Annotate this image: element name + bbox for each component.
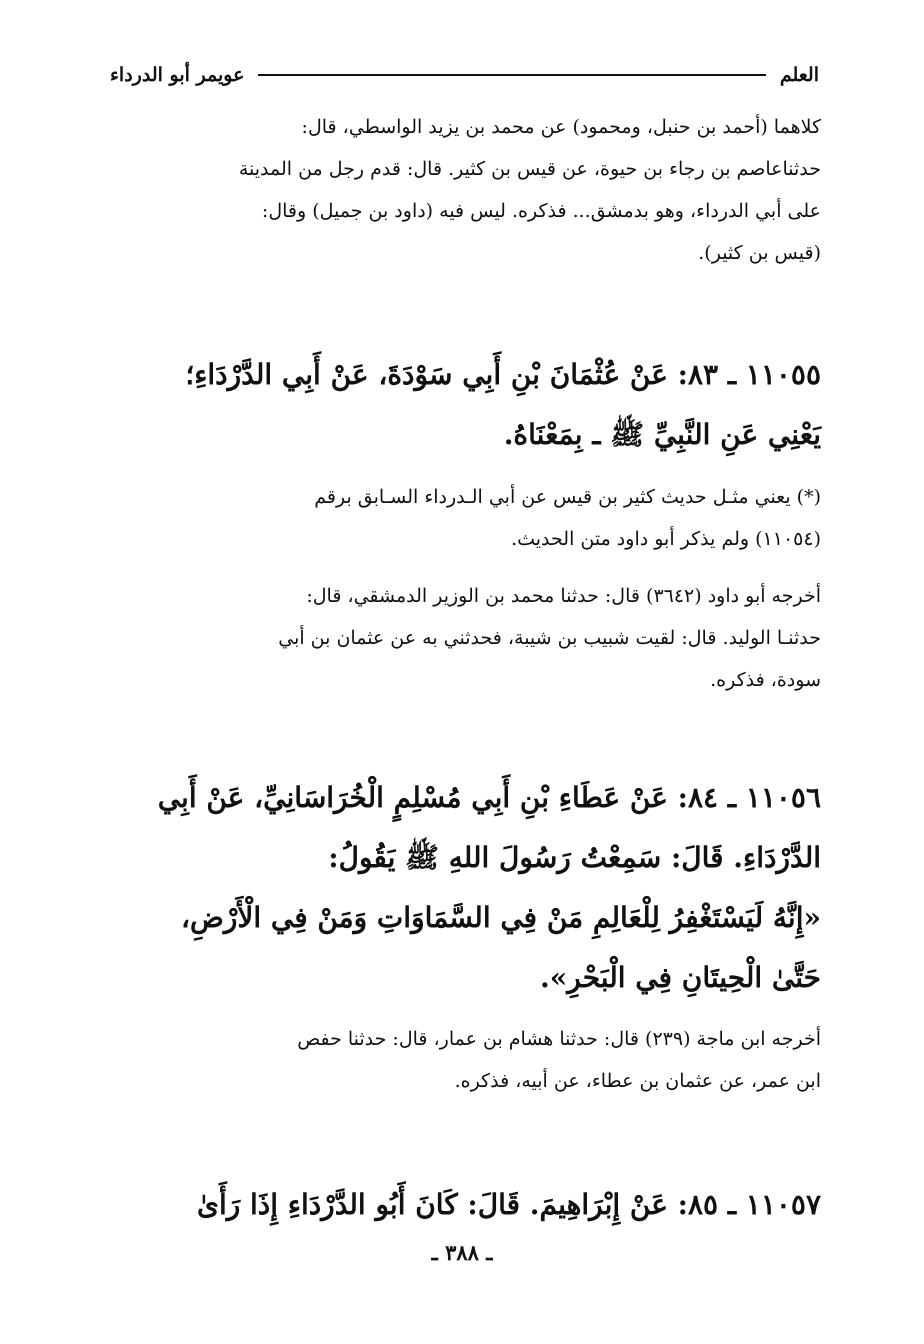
footnote-paragraph [110, 476, 821, 560]
citation-paragraph [110, 1018, 821, 1102]
text-line: أخرجه ابن ماجة (٢٣٩) قال: حدثنا هشام بن عمار، قال: حدثنا حفص [297, 1028, 821, 1050]
hadith-line: حَتَّىٰ الْحِيتَانِ فِي الْبَحْرِ». [540, 961, 821, 994]
citation-paragraph [110, 106, 821, 274]
text-line: ابن عمر، عن عثمان بن عطاء، عن أبيه، فذكره. [454, 1070, 821, 1092]
text-line: على أبي الدرداء، وهو بدمشق... فذكره. ليس فيه (داود بن جميل) وقال: [261, 200, 821, 222]
hadith-line: الدَّرْدَاءِ. قَالَ: سَمِعْتُ رَسُولَ اللهِ ﷺ يَقُولُ: [328, 841, 821, 874]
page-number: ـ ٣٨٨ ـ [431, 1240, 493, 1265]
citation-paragraph [110, 575, 821, 701]
hadith-paragraph [110, 768, 821, 1008]
text-line: (قيس بن كثير). [698, 242, 821, 264]
text-line: سودة، فذكره. [710, 669, 821, 691]
hadith-line: «إِنَّهُ لَيَسْتَغْفِرُ لِلْعَالِمِ مَنْ فِي السَّمَاوَاتِ وَمَنْ فِي الْأَرْضِ، [180, 901, 821, 934]
hadith-line: ١١٠٥٥ ـ ٨٣: عَنْ عُثْمَانَ بْنِ أَبِي سَوْدَةَ، عَنْ أَبِي الدَّرْدَاءِ؛ [185, 358, 821, 391]
text-line: حدثناعاصم بن رجاء بن حيوة، عن قيس بن كثير. قال: قدم رجل من المدينة [238, 158, 821, 180]
hadith-paragraph [110, 345, 821, 465]
text-line: أخرجه أبو داود (٣٦٤٢) قال: حدثنا محمد بن الوزير الدمشقي، قال: [306, 585, 821, 607]
hadith-line: يَعْنِي عَنِ النَّبِيِّ ﷺ ـ بِمَعْنَاهُ. [503, 418, 821, 451]
hadith-paragraph [110, 1175, 821, 1235]
hadith-line: ١١٠٥٦ ـ ٨٤: عَنْ عَطَاءِ بْنِ أَبِي مُسْلِمٍ الْخُرَاسَانِيِّ، عَنْ أَبِي [157, 781, 821, 814]
running-header [110, 60, 819, 90]
header-chapter-title: عويمر أبو الدرداء [110, 64, 245, 86]
hadith-line: ١١٠٥٧ ـ ٨٥: عَنْ إِبْرَاهِيمَ. قَالَ: كَانَ أَبُو الدَّرْدَاءِ إِذَا رَأَىٰ [197, 1188, 821, 1221]
header-rule [258, 74, 765, 76]
text-line: (١١٠٥٤) ولم يذكر أبو داود متن الحديث. [511, 528, 821, 550]
text-line: كلاهما (أحمد بن حنبل، ومحمود) عن محمد بن يزيد الواسطي، قال: [301, 116, 821, 138]
text-line: حدثنـا الوليد. قال: لقيت شبيب بن شيبة، فحدثني به عن عثمان بن أبي [278, 627, 821, 649]
header-section-title: العلم [779, 64, 819, 86]
text-line: (*) يعني مثـل حديث كثير بن قيس عن أبي الـدرداء السـابق برقم [314, 486, 821, 508]
